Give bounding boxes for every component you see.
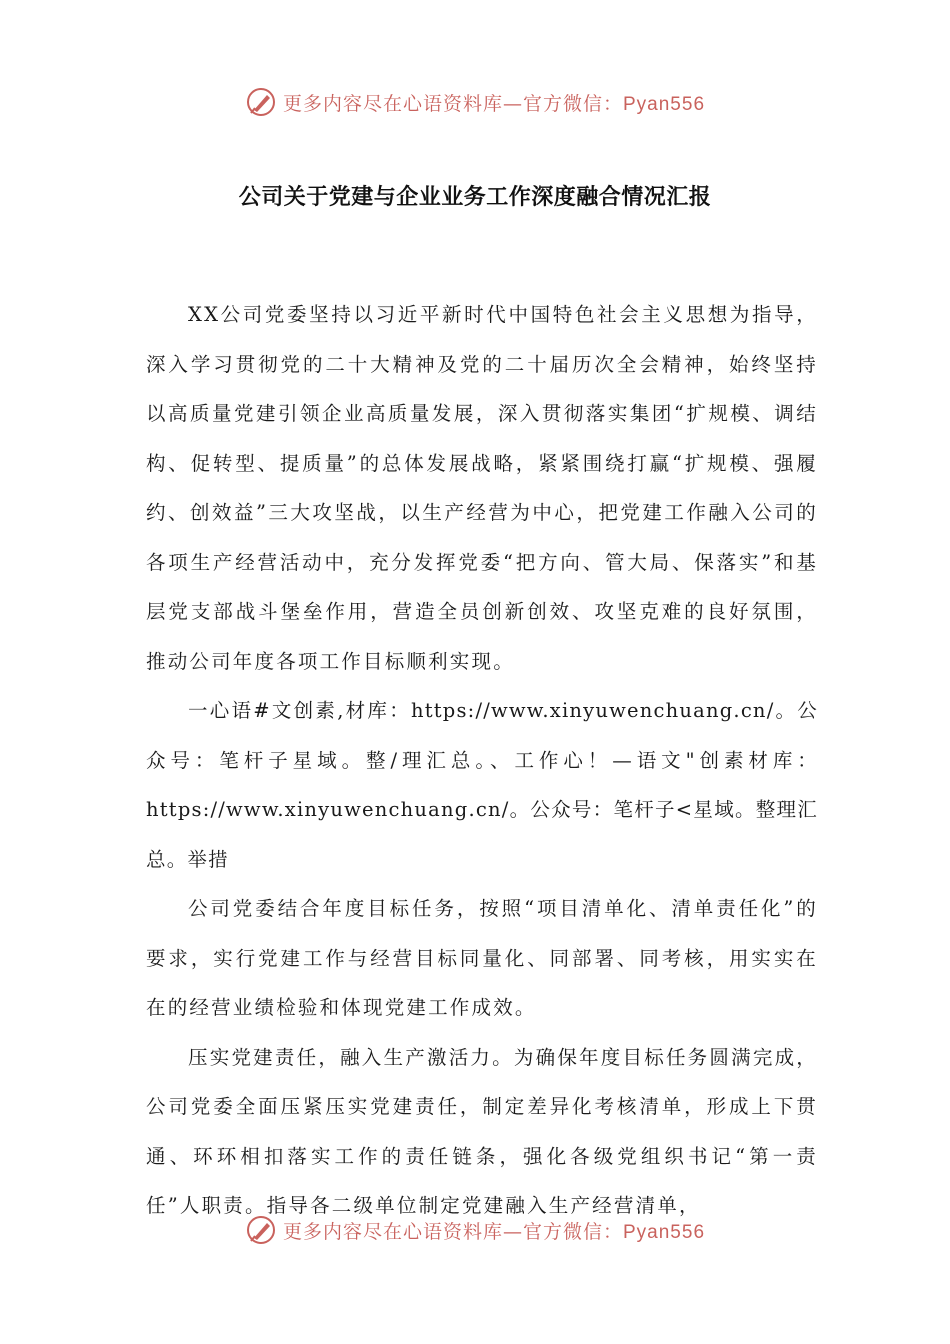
document-body: [146, 290, 818, 1231]
wechat-id: Pyan556: [623, 1221, 706, 1243]
banner-text: 更多内容尽在心语资料库—官方微信：Pyan556: [282, 92, 706, 115]
paragraph: 一心语#文创素,材库：https://www.xinyuwenchuang.cn/。公众号：笔杆子星域。整/理汇总。、工作心！—语文"创素材库：https://www.xinyuwenchuang.cn/。公众号：笔杆子<星域。整理汇总。举措: [146, 699, 818, 871]
wechat-id: Pyan556: [623, 93, 706, 115]
header-banner: [0, 82, 950, 122]
footer-banner: [0, 1210, 950, 1250]
pen-logo-icon: [245, 86, 277, 118]
banner-text: 更多内容尽在心语资料库—官方微信：Pyan556: [282, 1220, 706, 1243]
paragraph: XX公司党委坚持以习近平新时代中国特色社会主义思想为指导，深入学习贯彻党的二十大精神及党的二十届历次全会精神，始终坚持以高质量党建引领企业高质量发展，深入贯彻落实集团“扩规模、调结构、促转型、提质量”的总体发展战略，紧紧围绕打赢“扩规模、强履约、创效益”三大攻坚战，以生产经营为中心，把党建工作融入公司的各项生产经营活动中，充分发挥党委“把方向、管大局、保落实”和基层党支部战斗堡垒作用，营造全员创新创效、攻坚克难的良好氛围，推动公司年度各项工作目标顺利实现。: [146, 303, 818, 673]
pen-logo-icon: [245, 1214, 277, 1246]
paragraph: 公司党委结合年度目标任务，按照“项目清单化、清单责任化”的要求，实行党建工作与经营目标同量化、同部署、同考核，用实实在在的经营业绩检验和体现党建工作成效。: [146, 897, 818, 1019]
paragraph: 压实党建责任，融入生产激活力。为确保年度目标任务圆满完成，公司党委全面压紧压实党建责任，制定差异化考核清单，形成上下贯通、环环相扣落实工作的责任链条，强化各级党组织书记“第一责任”人职责。指导各二级单位制定党建融入生产经营清单，: [146, 1045, 818, 1217]
document-title: 公司关于党建与企业业务工作深度融合情况汇报: [238, 185, 712, 210]
